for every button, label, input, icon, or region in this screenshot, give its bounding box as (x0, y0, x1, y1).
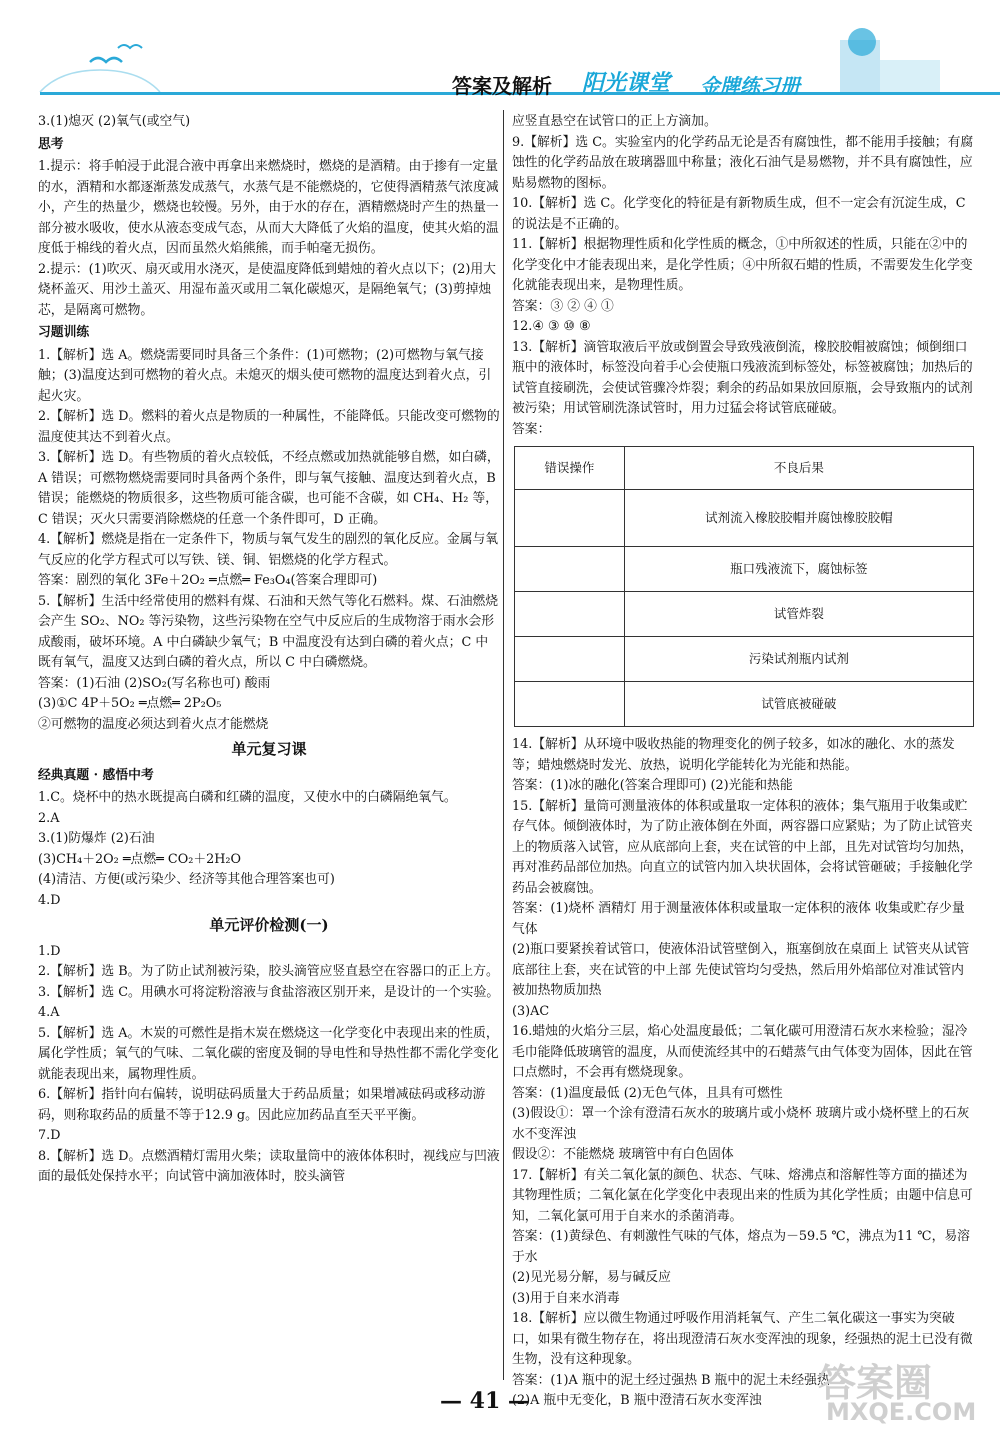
text-line: 1.D (38, 943, 61, 959)
text-line: 7.D (38, 1128, 61, 1143)
table-cell: 试管炸裂 (624, 592, 973, 637)
page-number: — 41 — (440, 1388, 530, 1414)
text-line: 12.④ ③ ⑩ ⑧ (512, 319, 591, 334)
text-line: 14.【解析】从环境中吸收热能的物理变化的例子较多，如冰的融化、水的蒸发等；蜡烛燃烧时发光、放热，说明化学能转化为光能和热能。 (512, 737, 955, 773)
text-line: 答案：(1)A 瓶中的泥土经过强热 B 瓶中的泥土未经强热 (512, 1372, 830, 1388)
text-line: 2.【解析】选 B。为了防止试剂被污染，胶头滴管应竖直悬空在容器口的正上方。 (38, 964, 499, 979)
text-line: 4.D (38, 892, 61, 908)
table-row (515, 547, 974, 592)
text-line: (3)AC (512, 1003, 550, 1019)
table-row (515, 682, 974, 727)
table-cell (515, 490, 625, 547)
text-line: 3.【解析】选 C。用碘水可将淀粉溶液与食盐溶液区别开来，是设计的一个实验。 (38, 984, 500, 1000)
text-line: 1.【解析】选 A。燃烧需要同时具备三个条件：(1)可燃物；(2)可燃物与氧气接触；(3)温度达到可燃物的着火点。未熄灭的烟头使可燃物的温度达到着火点，引起火灾。 (38, 347, 492, 404)
table-cell: 试剂流入橡胶胶帽并腐蚀橡胶胶帽 (624, 490, 973, 547)
text-line: 假设②：不能燃烧 玻璃管中有白色固体 (512, 1147, 734, 1162)
text-line: 答案：(1)石油 (2)SO₂(写名称也可) 酸雨 (38, 675, 271, 691)
text-line: 1.C。烧杯中的热水既提高白磷和红磷的温度，又使水中的白磷隔绝氧气。 (38, 790, 457, 805)
right-column-top (512, 112, 976, 440)
text-line: 17.【解析】有关二氧化氯的颜色、状态、气味、熔沸点和溶解性等方面的描述为其物理性质；二氧化氯在化学变化中表现出来的性质为其化学性质；由题中信息可知，二氧化氯可用于自来水的杀菌消毒。 (512, 1167, 973, 1224)
table-cell: 污染试剂瓶内试剂 (624, 637, 973, 682)
text-line: 8.【解析】选 D。点燃酒精灯需用火柴；读取量筒中的液体体积时，视线应与凹液面的最低处保持水平；向试管中滴加液体时，胶头滴管 (38, 1148, 500, 1184)
text-line: 13.【解析】滴管取液后平放或倒置会导致残液倒流，橡胶胶帽被腐蚀；倾倒细口瓶中的液体时，标签没向着手心会使瓶口残液流到标签处，标签被腐蚀；加热后的试管直接刷洗，会使试管骤冷炸裂；剩余的药品如果放回原瓶，会导致瓶内的试剂被污染；用试管刷洗涤试管时，用力过猛会将试管底碰破。 (512, 339, 973, 416)
text-line: (2)瓶口要紧挨着试管口，使液体沿试管壁倒入，瓶塞倒放在桌面上 试管夹从试管底部往上套，夹在试管的中上部 先使试管均匀受热，然后用外焰部位对准试管内被加热物质加热 (512, 942, 970, 998)
table-row (515, 490, 974, 547)
page-header (0, 0, 1000, 118)
section-heading: 思考 (38, 136, 64, 152)
text-line: (4)清洁、方便(或污染少、经济等其他合理答案也可) (38, 872, 335, 887)
table-header-cell: 不良后果 (624, 447, 973, 490)
text-line: 2.提示：(1)吹灭、扇灭或用水浇灭，是使温度降低到蜡烛的着火点以下；(2)用大烧杯盖灭、用沙土盖灭、用湿布盖灭或用二氧化碳熄灭，是隔绝氧气；(3)剪掉烛芯，是隔离可燃物。 (38, 261, 496, 318)
text-line: 3.(1)熄灭 (2)氧气(或空气) (38, 114, 191, 129)
table-cell: 试管底被碰破 (624, 682, 973, 727)
right-column-bottom (512, 735, 976, 1412)
text-line: 15.【解析】量筒可测量液体的体积或量取一定体积的液体；集气瓶用于收集或贮存气体。倾倒液体时，为了防止液体倒在外面，两容器口应紧贴；为了防止试管夹上的物质落入试管，应从底部向上套，夹在试管的中上部，且先对试管均匀加热，再对准药品部位加热。向直立的试管内加入块状固体，会将试管砸破；手接触化学药品会被腐蚀。 (512, 798, 973, 896)
text-line: (3)①C 4P＋5O₂ ═点燃═ 2P₂O₅ (38, 696, 222, 711)
section-heading: 习题训练 (38, 325, 90, 340)
text-line: 答案：剧烈的氧化 3Fe＋2O₂ ═点燃═ Fe₃O₄(答案合理即可) (38, 573, 378, 588)
table-row (515, 637, 974, 682)
text-line: 2.【解析】选 D。燃料的着火点是物质的一种属性，不能降低。只能改变可燃物的温度使其达不到着火点。 (38, 409, 500, 445)
table-cell (515, 592, 625, 637)
text-line: 答案：(1)烧杯 酒精灯 用于测量液体体积或量取一定体积的液体 收集或贮存少量气体 (512, 901, 965, 937)
text-line: 3.【解析】选 D。有些物质的着火点较低，不经点燃或加热就能够自燃，如白磷，A 错误；可燃物燃烧需要同时具备两个条件，即与氧气接触、温度达到着火点，B 错误；能燃烧的物质很多，这些物质可能含碳，也可能不含碳，如 CH₄、H₂ 等，C 错误；灭火只需要消除燃烧的任意一个条件即可，D 正确。 (38, 450, 500, 527)
text-line: (2)A 瓶中无变化，B 瓶中澄清石灰水变浑浊 (512, 1393, 762, 1408)
text-line: 11.【解析】根据物理性质和化学性质的概念，①中所叙述的性质，只能在②中的化学变化中才能表现出来，是化学性质；④中所叙石蜡的性质，不需要发生化学变化就能表现出来，是物理性质。 (512, 237, 973, 293)
text-line: 5.【解析】选 A。木炭的可燃性是指木炭在燃烧这一化学变化中表现出来的性质，属化学性质；氧气的气味、二氧化碳的密度及铜的导电性和导热性都不需化学变化就能表现出来，属物理性质。 (38, 1025, 499, 1082)
watermark-logo: 答案圈 (818, 1361, 933, 1405)
text-line: 答案：(1)冰的融化(答案合理即可) (2)光能和热能 (512, 778, 793, 793)
text-line: 5.【解析】生活中经常使用的燃料有煤、石油和天然气等化石燃料。煤、石油燃烧会产生 SO₂、NO₂ 等污染物，这些污染物在空气中反应后的生成物溶于雨水会形成酸雨，破坏环境。A 中白磷缺少氧气；B 中温度没有达到白磷的着火点；C 中既有氧气，温度又达到白磷的着火点，所以 C 中白磷燃烧。 (38, 593, 499, 670)
table-header-row (515, 447, 974, 490)
header-brand: 阳光课堂 (582, 71, 671, 96)
text-line: 4.A (38, 1005, 60, 1020)
text-line: 答案：(1)黄绿色、有刺激性气味的气体，熔点为－59.5 ℃，沸点为11 ℃，易溶于水 (512, 1229, 970, 1265)
unit-title: 单元复习课 (231, 740, 307, 758)
column-divider (503, 110, 504, 1380)
unit-title: 单元评价检测(一) (209, 916, 329, 934)
seagull-decoration-icon (0, 0, 1000, 118)
text-line: (3)用于自来水消毒 (512, 1290, 620, 1306)
table-cell: 瓶口残液流下，腐蚀标签 (624, 547, 973, 592)
text-line: 18.【解析】应以微生物通过呼吸作用消耗氧气、产生二氧化碳这一事实为突破口，如果有微生物存在，将出现澄清石灰水变浑浊的现象，经强热的泥土已没有微生物，没有这种现象。 (512, 1311, 973, 1367)
text-line: (3)CH₄＋2O₂ ═点燃═ CO₂＋2H₂O (38, 851, 242, 867)
table-row (515, 592, 974, 637)
text-line: 16.蜡烛的火焰分三层，焰心处温度最低；二氧化碳可用澄清石灰水来检验；湿冷毛巾能降低玻璃管的温度，从而使流经其中的石蜡蒸气由气体变为固体，因此在管口点燃时，不会再有燃烧现象。 (512, 1024, 973, 1080)
text-line: ②可燃物的温度必须达到着火点才能燃烧 (38, 716, 269, 732)
text-line: 答案： (512, 421, 551, 437)
left-column (38, 112, 500, 1188)
table-cell (515, 682, 625, 727)
text-line: 3.(1)防爆炸 (2)石油 (38, 831, 155, 846)
text-line: (3)假设①：罩一个涂有澄清石灰水的玻璃片或小烧杯 玻璃片或小烧杯壁上的石灰水不变浑浊 (512, 1106, 970, 1142)
text-line: 6.【解析】指针向右偏转，说明砝码质量大于药品质量；如果增减砝码或移动游码，则称取药品的质量不等于12.9 g。因此应加药品直至天平平衡。 (38, 1087, 486, 1123)
header-book-title: 金牌练习册 (700, 74, 800, 98)
text-line: 答案：(1)温度最低 (2)无色气体，且具有可燃性 (512, 1085, 783, 1101)
text-line: 10.【解析】选 C。化学变化的特征是有新物质生成，但不一定会有沉淀生成，C 的说法是不正确的。 (512, 196, 966, 232)
right-column (512, 112, 976, 1412)
table-header-cell: 错误操作 (515, 447, 625, 490)
text-line: 9.【解析】选 C。实验室内的化学药品无论是否有腐蚀性，都不能用手接触；有腐蚀性的化学药品放在玻璃器皿中称量；液化石油气是易燃物，并不具有腐蚀性，应贴易燃物的图标。 (512, 134, 974, 191)
text-line: 2.A (38, 810, 60, 826)
text-line: 答案：③ ② ④ ① (512, 298, 614, 314)
watermark-url: MXQE.COM (826, 1398, 977, 1426)
section-heading: 经典真题 · 感悟中考 (38, 767, 154, 783)
text-line: (2)见光易分解，易与碱反应 (512, 1270, 671, 1285)
text-line: 应竖直悬空在试管口的正上方滴加。 (512, 114, 717, 129)
header-title: 答案及解析 (452, 74, 552, 98)
answer-table (514, 446, 974, 727)
table-cell (515, 637, 625, 682)
table-cell (515, 547, 625, 592)
text-line: 1.提示：将手帕浸于此混合液中再拿出来燃烧时，燃烧的是酒精。由于掺有一定量的水，酒精和水都逐渐蒸发成蒸气，水蒸气是不能燃烧的，它使得酒精蒸气浓度减小，产生的热量少，燃烧也较慢。另外，由于水的存在，酒精燃烧时产生的热量一部分被水吸收，使水从液态变成气态，从而大大降低了火焰的温度，使其火焰的温度低于棉线的着火点，因而虽然火焰熊熊，而手帕毫无损伤。 (38, 159, 499, 256)
text-line: 4.【解析】燃烧是指在一定条件下，物质与氧气发生的剧烈的氧化反应。金属与氧气反应的化学方程式可以写铁、镁、铜、铝燃烧的化学方程式。 (38, 532, 499, 568)
